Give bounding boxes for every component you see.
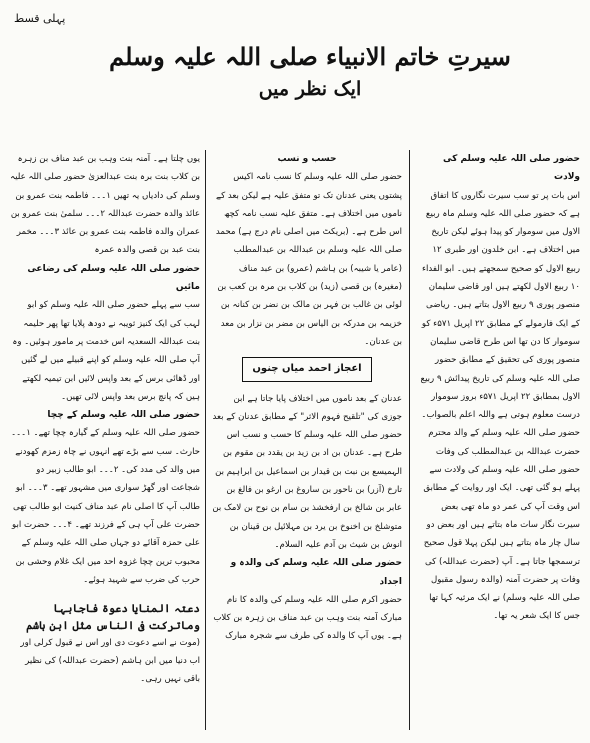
installment-tag: پہلی قسط xyxy=(14,12,66,25)
paragraph-grandmothers: یوں چلتا ہے۔ آمنہ بنت وہب بن عبد مناف بن زہرہ بن کلاب بنت برہ بنت عبدالعزیٰ حضور صلی اللہ علیہ وسلم کی دادیاں یہ تھیں ۱۔۔۔ فاطمہ بنت عمرو بن عائذ والدہ حضرت عبداللہ ۲۔۔۔ سلمیٰ بنت عمرو بن عمران والدہ فاطمہ بنت عمرو بن عائذ ۳۔۔۔ مخمر بنت عبد بن قصی والدہ عمرہ xyxy=(10,154,200,256)
heading-uncles: حضور صلی اللہ علیہ وسلم کے چچا xyxy=(47,410,200,421)
heading-lineage: حسب و نسب xyxy=(277,154,337,164)
paragraph-lineage-extended: عدنان کے بعد ناموں میں اختلاف پایا جاتا ہے ابن جوزی کی "تلقیح فہوم الاثر" کے مطابق عدنان کے بعد حضور صلی اللہ علیہ وسلم کا حسب و نسب اس طرح ہے۔ عدنان بن اد بن زید بن یقدد بن مقوم بن الہمیسع بن نبت بن قیدار بن اسماعیل بن ابراہیم بن تارخ (آزر) بن ناحور بن ساروغ بن ارغو بن فالغ بن عابر بن شالخ بن ارفخشذ بن سام بن نوح بن لامک بن متوشلخ بن اخنوخ بن یرد بن مہلائیل بن قینان بن انوش بن شیث بن آدم علیہ السلام۔ xyxy=(212,393,402,550)
paragraph-foster-mothers: سب سے پہلے حضور صلی اللہ علیہ وسلم کو ابو لہب کی ایک کنیز ثویبہ نے دودھ پلایا تھا پھر حلیمہ بنت عبداللہ السعدیہ اس خدمت پر مامور ہوئیں۔ وہ آپ صلی اللہ علیہ وسلم کو اپنے قبیلے میں لے گئیں اور ڈھائی برس کے بعد واپس لائیں ابن تیمیہ لکھتے ہیں کہ پانچ برس بعد واپس لائی تھیں۔ xyxy=(12,300,200,402)
right-column xyxy=(418,150,580,735)
heading-mother: حضور صلی اللہ علیہ وسلم کی والدہ و اجداد xyxy=(230,558,402,587)
paragraph-birth: اس بات پر تو سب سیرت نگاروں کا اتفاق ہے کہ حضور صلی اللہ علیہ وسلم ماہ ربیع الاول میں سوموار کو پیدا ہوئے لیکن تاریخ میں اختلاف ہے۔ ابن خلدون اور طبری ۱۲ ربیع الاول کو صحیح سمجھتے ہیں۔ ابو الفداء ۱۰ ربیع الاول لکھتے ہیں اور قاضی سلیمان منصور پوری ۹ ربیع الاول بتاتے ہیں۔ ریاضی کے ایک فارمولے کے مطابق ۲۲ اپریل ۵۷۱ء کو سوموار کا دن تھا اس طرح قاضی سلیمان منصور پوری کی تحقیق کے مطابق حضور صلی اللہ علیہ وسلم کی تاریخ پیدائش ۹ ربیع الاول بمطابق ۲۲ اپریل ۵۷۱ء بروز سوموار درست معلوم ہوتی ہے واللہ اعلم بالصواب۔ حضور صلی اللہ علیہ وسلم کے والد محترم حضرت عبداللہ بن عبدالمطلب کی وفات حضور صلی اللہ علیہ وسلم کی ولادت سے پہلے ہو گئی تھی۔ ایک اور روایت کے مطابق اس وقت آپ کی عمر دو ماہ تھی بعض سیرت نگار سات ماہ بتاتے ہیں اور بعض دو سال چار ماہ بتاتے ہیں لیکن پہلا قول صحیح ترسمجھا جاتا ہے۔ آپ (حضرت عبداللہ) کی وفات پر حضرت آمنہ (والدہ رسول مقبول صلی اللہ علیہ وسلم) نے ایک مرثیہ کہا تھا جس کا ایک شعر یہ تھا۔ xyxy=(420,190,580,622)
left-column xyxy=(10,150,200,595)
paragraph-uncles: حضور صلی اللہ علیہ وسلم کے گیارہ چچا تھے۔ ۱۔۔۔ حارث۔ سب سے بڑے تھے انہوں نے چاہ زمزم کھودنے میں والد کی مدد کی۔ ۲۔۔۔ ابو طالب زبیر دو شجاعت اور گھڑ سواری میں مشہور تھے۔ ۳۔۔۔ ابو طالب آپ کا اصلی نام عبد مناف کنیت ابو طالب تھی حضرت علی آپ ہی کے فرزند تھے۔ ۴۔۔۔ حضرت ابو علی حمزہ آقائے دو جہاں صلی اللہ علیہ وسلم کے محبوب ترین چچا غزوہ احد میں ایک غلام وحشی بن حرب کی ضرب سے شہید ہوئے۔ xyxy=(11,428,200,585)
column-divider-right xyxy=(409,150,410,730)
paragraph-mother: حضور اکرم صلی اللہ علیہ وسلم کی والدہ کا نام مبارک آمنہ بنت وہب بن عبد مناف بن زہرہ بن کلاب ہے۔ یوں آپ کا والدہ کی طرف سے شجرہ مبارک xyxy=(213,594,402,642)
article-title xyxy=(100,40,520,102)
paragraph-lineage: حضور صلی اللہ علیہ وسلم کا نسب نامہ اکیس پشتوں یعنی عدنان تک تو متفق علیہ ہے لیکن بعد کے ناموں میں اختلاف ہے۔ متفق علیہ نسب نامہ کچھ اس طرح ہے۔ (بریکٹ میں اصلی نام درج ہے) محمد صلی اللہ علیہ وسلم بن عبداللہ بن عبدالمطلب (عامر یا شیبہ) بن ہاشم (عمرو) بن عبد مناف (مغیرہ) بن قصی (زید) بن کلاب بن مرہ بن کعب بن لوئی بن غالب بن فہر بن مالک بن نضر بن کنانہ بن خزیمہ بن مدرکہ بن الیاس بن مضر بن نزار بن معد بن عدنان۔ xyxy=(215,172,402,347)
column-divider-left xyxy=(205,150,206,730)
author-byline: اعجاز احمد میاں چنوں xyxy=(242,357,372,381)
arabic-verse: دعتہ المنایا دعوۃ فاجابہا وماترکت فی الناس مثل ابن ہاشم xyxy=(26,602,200,632)
title-main: سیرتِ خاتم الانبیاء صلی اللہ علیہ وسلم xyxy=(109,42,511,71)
heading-birth: حضور صلی اللہ علیہ وسلم کی ولادت xyxy=(442,154,580,183)
middle-column xyxy=(212,150,402,735)
heading-foster-mothers: حضور صلی اللہ علیہ وسلم کی رضاعی مائیں xyxy=(27,263,200,293)
title-sub: ایک نظر میں xyxy=(258,78,362,100)
closing-translation: (موت نے اسے دعوت دی اور اس نے قبول کرلی اور اب دنیا میں ابن ہاشم (حضرت عبداللہ) کی نظیر باقی نہیں رہی۔ xyxy=(20,638,200,684)
arabic-verse-block xyxy=(10,600,200,688)
